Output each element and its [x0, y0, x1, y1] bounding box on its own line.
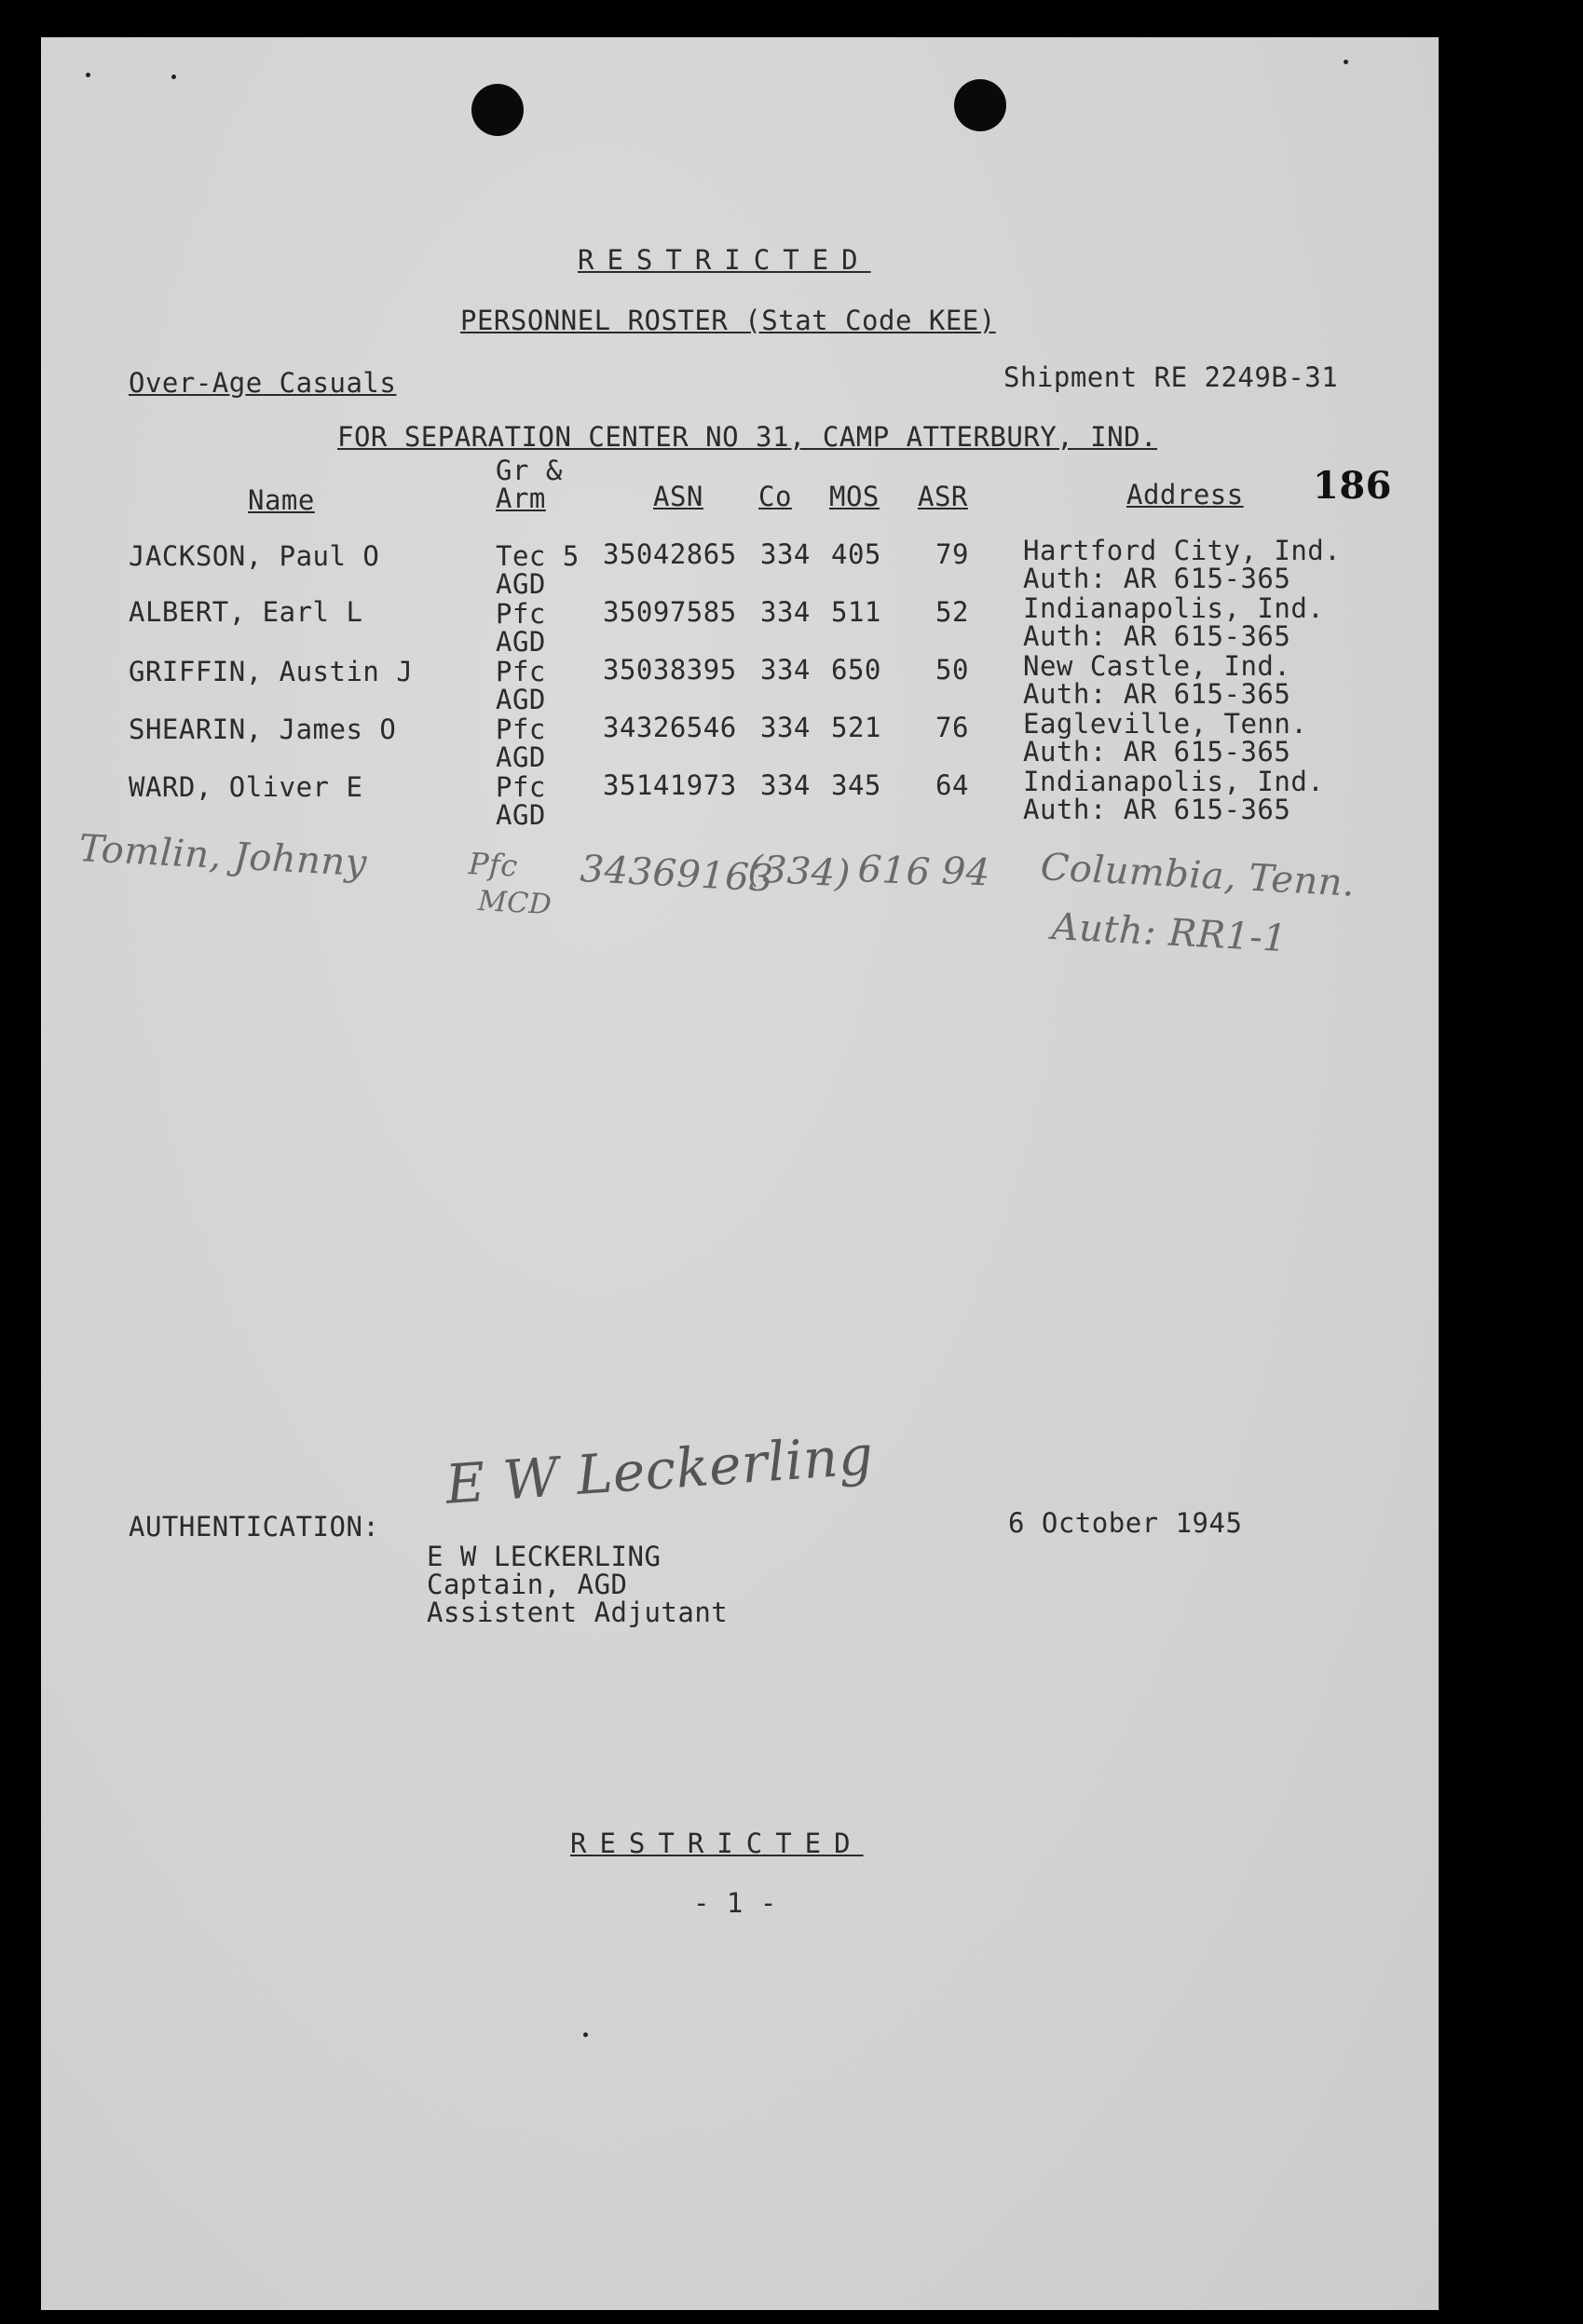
row-grade: Pfc [496, 598, 546, 630]
row-co: 334 [760, 596, 811, 628]
row-auth: Auth: AR 615-365 [1023, 563, 1291, 594]
handwritten-auth: Auth: RR1-1 [1050, 905, 1289, 961]
col-mos: MOS [829, 481, 880, 512]
destination-label: FOR SEPARATION CENTER NO 31, CAMP ATTERBURY, IND. [337, 421, 1158, 453]
punch-hole-left [471, 84, 524, 136]
row-address: Indianapolis, Ind. [1023, 766, 1325, 797]
col-grade-arm-line1: Gr & [496, 455, 563, 486]
row-name: ALBERT, Earl L [129, 596, 363, 628]
row-auth: Auth: AR 615-365 [1023, 736, 1291, 768]
row-address: New Castle, Ind. [1023, 650, 1291, 682]
row-co: 334 [760, 769, 811, 801]
col-co: Co [758, 481, 792, 512]
restricted-footer: RESTRICTED [570, 1828, 864, 1859]
row-name: JACKSON, Paul O [129, 540, 380, 572]
page-number: - 1 - [693, 1887, 777, 1919]
row-co: 334 [760, 654, 811, 686]
row-grade: Tec 5 [496, 540, 580, 572]
row-asn: 35097585 [603, 596, 737, 628]
row-arm: AGD [496, 568, 546, 600]
row-mos: 511 [831, 596, 881, 628]
document-page [41, 37, 1439, 2310]
col-asr: ASR [918, 481, 968, 512]
group-label: Over-Age Casuals [129, 367, 397, 399]
handwritten-mos: 616 [856, 848, 932, 895]
row-co: 334 [760, 538, 811, 570]
row-asr: 64 [935, 769, 969, 801]
row-arm: AGD [496, 741, 546, 773]
row-mos: 405 [831, 538, 881, 570]
row-mos: 345 [831, 769, 881, 801]
row-asn: 35141973 [603, 769, 737, 801]
col-name: Name [248, 484, 315, 516]
row-mos: 650 [831, 654, 881, 686]
row-asr: 50 [935, 654, 969, 686]
document-date: 6 October 1945 [1008, 1507, 1243, 1539]
handwritten-address: Columbia, Tenn. [1039, 846, 1357, 905]
row-grade: Pfc [496, 714, 546, 745]
row-name: GRIFFIN, Austin J [129, 656, 414, 687]
row-arm: AGD [496, 626, 546, 658]
shipment-label: Shipment RE 2249B-31 [1003, 361, 1339, 393]
row-asr: 52 [935, 596, 969, 628]
col-asn: ASN [653, 481, 703, 512]
handwritten-arm: MCD [477, 885, 553, 922]
row-name: SHEARIN, James O [129, 714, 397, 745]
page-stamp: 186 [1313, 464, 1392, 508]
signature: E W Leckerling [444, 1422, 876, 1516]
row-auth: Auth: AR 615-365 [1023, 620, 1291, 652]
handwritten-asr: 94 [940, 849, 991, 895]
row-auth: Auth: AR 615-365 [1023, 678, 1291, 710]
col-address: Address [1126, 479, 1244, 510]
handwritten-asn: 34369163 [579, 848, 775, 901]
punch-hole-right [954, 79, 1006, 131]
speck [583, 2032, 588, 2037]
restricted-header: RESTRICTED [578, 244, 871, 276]
row-asn: 35042865 [603, 538, 737, 570]
speck [86, 73, 90, 77]
row-arm: AGD [496, 684, 546, 715]
row-asn: 34326546 [603, 712, 737, 743]
row-mos: 521 [831, 712, 881, 743]
row-address: Eagleville, Tenn. [1023, 708, 1308, 740]
handwritten-name: Tomlin, Johnny [77, 827, 368, 886]
roster-title: PERSONNEL ROSTER (Stat Code KEE) [460, 305, 996, 336]
row-grade: Pfc [496, 656, 546, 687]
row-address: Hartford City, Ind. [1023, 535, 1342, 566]
row-asn: 35038395 [603, 654, 737, 686]
authentication-label: AUTHENTICATION: [129, 1511, 380, 1543]
row-auth: Auth: AR 615-365 [1023, 794, 1291, 825]
row-address: Indianapolis, Ind. [1023, 592, 1325, 624]
row-co: 334 [760, 712, 811, 743]
handwritten-co: (334) [746, 848, 852, 896]
row-grade: Pfc [496, 771, 546, 803]
speck [1344, 60, 1348, 64]
officer-rank: Captain, AGD [427, 1569, 628, 1600]
row-asr: 79 [935, 538, 969, 570]
officer-title: Assistent Adjutant [427, 1597, 729, 1628]
row-name: WARD, Oliver E [129, 771, 363, 803]
row-asr: 76 [935, 712, 969, 743]
officer-name: E W LECKERLING [427, 1541, 662, 1572]
col-grade-arm-line2: Arm [496, 482, 546, 514]
row-arm: AGD [496, 799, 546, 831]
handwritten-grade: Pfc [468, 846, 519, 884]
speck [171, 75, 176, 79]
